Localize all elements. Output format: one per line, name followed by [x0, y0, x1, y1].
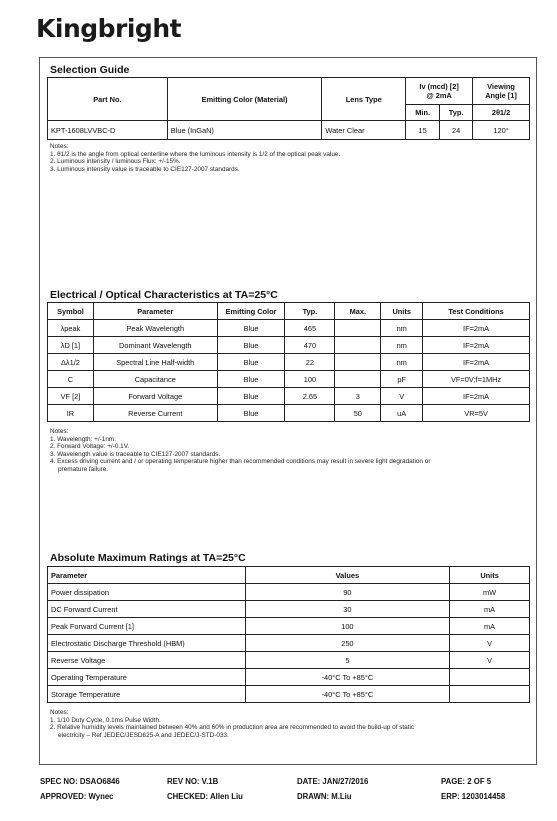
cell-typ: 24 — [440, 121, 473, 140]
header-parameter: Parameter — [93, 303, 217, 320]
note-line: 1. Wavelength: +/-1nm. — [50, 435, 117, 443]
table-cell: Spectral Line Half-width — [93, 354, 217, 371]
date: DATE: JAN/27/2016 — [297, 777, 369, 786]
table-cell: 100 — [245, 618, 450, 635]
rev-no: REV NO: V.1B — [167, 777, 219, 786]
table-row — [48, 601, 530, 618]
page-number: PAGE: 2 OF 5 — [441, 777, 492, 786]
cell-color: Blue (InGaN) — [167, 121, 322, 140]
table-cell: Blue — [217, 405, 285, 422]
table-cell: Capacitance — [93, 371, 217, 388]
table-cell: mA — [450, 618, 530, 635]
table-cell: uA — [381, 405, 423, 422]
cell-part-no: KPT-1608LVVBC-D — [48, 121, 168, 140]
note-line: electricity – Ref JEDEC/JESD625-A and JEDEC/J-STD-033. — [58, 731, 229, 739]
note-line: Notes: — [50, 143, 69, 150]
table-cell: -40°C To +85°C — [245, 669, 450, 686]
table-cell: Peak Wavelength — [93, 320, 217, 337]
table-cell: -40°C To +85°C — [245, 686, 450, 703]
table-cell: mA — [450, 601, 530, 618]
header-theta: 2θ1/2 — [473, 105, 530, 121]
table-cell: Reverse Voltage — [48, 652, 246, 669]
header-angle-label: Angle [1] — [485, 91, 517, 100]
table-cell: VF [2] — [48, 388, 94, 405]
header-values: Values — [245, 567, 450, 584]
table-cell: 470 — [285, 337, 335, 354]
table-cell: mW — [450, 584, 530, 601]
table-cell — [450, 669, 530, 686]
table-cell — [335, 371, 381, 388]
table-cell: λD [1] — [48, 337, 94, 354]
table-row — [48, 354, 530, 371]
table-cell: IF=2mA — [423, 337, 530, 354]
table-cell: VF=0V;f=1MHz — [423, 371, 530, 388]
header-iv-label: Iv (mcd) [2] — [419, 82, 459, 91]
header-max: Max. — [335, 303, 381, 320]
table-row — [48, 320, 530, 337]
note-line: 1. 1/10 Duty Cycle, 0.1ms Pulse Width. — [50, 716, 161, 724]
table-cell: V — [450, 652, 530, 669]
note-line: 3. Luminous intensity value is traceable to CIE127-2007 standards. — [50, 165, 240, 173]
note-line: 2. Relative humidity levels maintained between 40% and 60% in production area are recommended to avoid the build-up of static — [50, 724, 415, 732]
header-min: Min. — [406, 105, 440, 121]
cell-lens: Water Clear — [322, 121, 406, 140]
electrical-title: Electrical / Optical Characteristics at TA=25°C — [50, 289, 278, 301]
electrical-notes — [50, 428, 430, 474]
table-cell: DC Forward Current — [48, 601, 246, 618]
table-cell: Δλ1/2 — [48, 354, 94, 371]
note-line: 1. θ1/2 is the angle from optical centerline where the luminous intensity is 1/2 of the optical peak value. — [50, 150, 341, 158]
table-cell: IF=2mA — [423, 320, 530, 337]
table-cell: IR — [48, 405, 94, 422]
header-typ: Typ. — [285, 303, 335, 320]
table-cell: Electrostatic Discharge Threshold (HBM) — [48, 635, 246, 652]
table-cell: 22 — [285, 354, 335, 371]
note-line: 3. Wavelength value is traceable to CIE127-2007 standards. — [50, 450, 221, 458]
table-cell: 3 — [335, 388, 381, 405]
table-cell: Forward Voltage — [93, 388, 217, 405]
table-row — [48, 121, 530, 140]
absolute-table — [47, 566, 530, 703]
table-cell: Blue — [217, 320, 285, 337]
table-cell: nm — [381, 337, 423, 354]
table-cell: Blue — [217, 337, 285, 354]
header-parameter: Parameter — [48, 567, 246, 584]
header-lens-type: Lens Type — [322, 78, 406, 121]
note-line: 2. Forward Voltage: +/-0.1V. — [50, 443, 130, 451]
table-cell: 2.65 — [285, 388, 335, 405]
erp-number: ERP: 1203014458 — [441, 792, 506, 801]
table-row — [48, 652, 530, 669]
header-emitting-color: Emitting Color (Material) — [167, 78, 322, 121]
table-cell: nm — [381, 320, 423, 337]
header-units: Units — [450, 567, 530, 584]
header-typ: Typ. — [440, 105, 473, 121]
table-cell: 5 — [245, 652, 450, 669]
note-line: premature failure. — [58, 465, 109, 473]
table-cell — [335, 337, 381, 354]
header-units: Units — [381, 303, 423, 320]
header-viewing-angle — [473, 78, 530, 105]
table-row — [48, 686, 530, 703]
note-line: Notes: — [50, 428, 69, 435]
table-cell: Peak Forward Current [1] — [48, 618, 246, 635]
approved-by: APPROVED: Wynec — [40, 792, 114, 801]
selection-guide-table — [47, 77, 530, 140]
table-cell: 90 — [245, 584, 450, 601]
header-iv — [406, 78, 473, 105]
absolute-title: Absolute Maximum Ratings at TA=25°C — [50, 552, 246, 564]
table-cell: C — [48, 371, 94, 388]
table-row — [48, 337, 530, 354]
electrical-table — [47, 302, 530, 422]
spec-no: SPEC NO: DSAO6846 — [40, 777, 120, 786]
table-cell: 250 — [245, 635, 450, 652]
table-cell: V — [450, 635, 530, 652]
table-row — [48, 635, 530, 652]
table-cell: VR=5V — [423, 405, 530, 422]
table-cell — [335, 320, 381, 337]
header-part-no: Part No. — [48, 78, 168, 121]
table-cell: IF=2mA — [423, 388, 530, 405]
note-line: Notes: — [50, 709, 69, 716]
table-cell: λpeak — [48, 320, 94, 337]
table-cell: Blue — [217, 388, 285, 405]
table-cell — [335, 354, 381, 371]
table-cell: 50 — [335, 405, 381, 422]
table-cell: Storage Temperature — [48, 686, 246, 703]
table-cell: pF — [381, 371, 423, 388]
header-test-conditions: Test Conditions — [423, 303, 530, 320]
table-row — [48, 388, 530, 405]
note-line: 4. Excess driving current and / or operating temperature higher than recommended conditions may result in severe light degradation or — [50, 458, 431, 466]
table-row — [48, 618, 530, 635]
table-cell: Blue — [217, 354, 285, 371]
table-cell: 465 — [285, 320, 335, 337]
table-cell: Operating Temperature — [48, 669, 246, 686]
header-iv-cond: @ 2mA — [426, 91, 452, 100]
table-cell: V — [381, 388, 423, 405]
cell-min: 15 — [406, 121, 440, 140]
table-cell: 100 — [285, 371, 335, 388]
table-cell — [285, 405, 335, 422]
table-cell: Power dissipation — [48, 584, 246, 601]
table-cell: Blue — [217, 371, 285, 388]
header-viewing-label: Viewing — [487, 82, 515, 91]
table-cell: 30 — [245, 601, 450, 618]
absolute-notes — [50, 709, 414, 739]
table-cell: Reverse Current — [93, 405, 217, 422]
drawn-by: DRAWN: M.Liu — [297, 792, 352, 801]
checked-by: CHECKED: Allen Liu — [167, 792, 243, 801]
table-row — [48, 371, 530, 388]
selection-guide-title: Selection Guide — [50, 64, 130, 76]
table-row — [48, 405, 530, 422]
table-cell — [450, 686, 530, 703]
table-row — [48, 669, 530, 686]
note-line: 2. Luminous intensity / luminous Flux: +/-15%. — [50, 158, 181, 166]
table-cell: IF=2mA — [423, 354, 530, 371]
table-row — [48, 584, 530, 601]
kingbright-logo: Kingbright — [36, 14, 182, 43]
header-symbol: Symbol — [48, 303, 94, 320]
header-emitting-color: Emitting Color — [217, 303, 285, 320]
selection-notes — [50, 143, 340, 173]
table-cell: Dominant Wavelength — [93, 337, 217, 354]
cell-angle: 120° — [473, 121, 530, 140]
table-cell: nm — [381, 354, 423, 371]
